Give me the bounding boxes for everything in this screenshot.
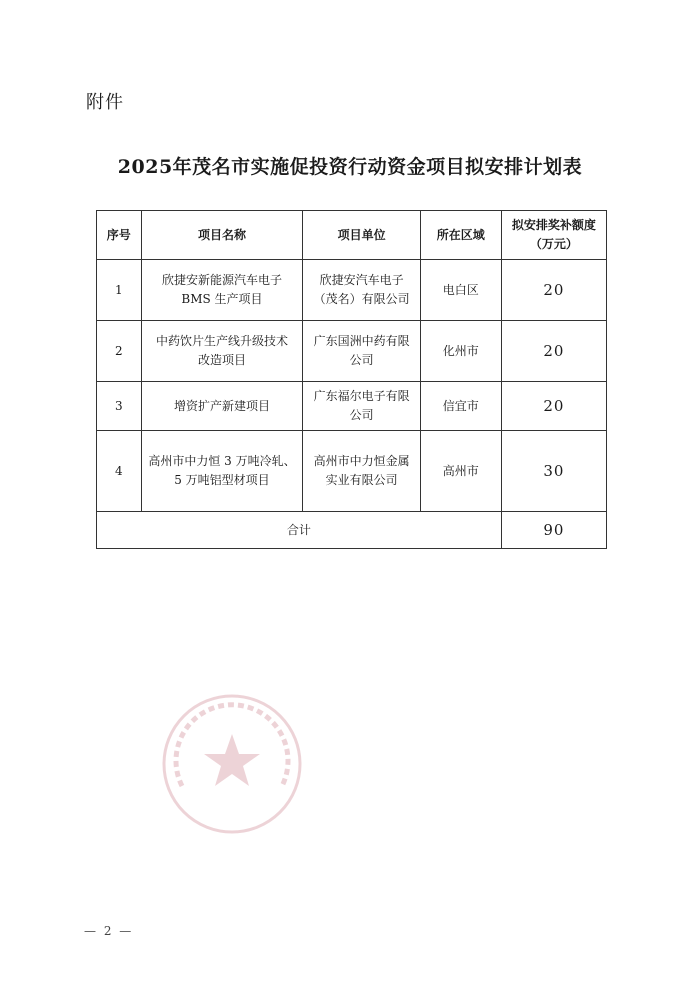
row-amount: 30 bbox=[501, 431, 606, 512]
page-number: — 2 — bbox=[84, 924, 134, 938]
row-district: 化州市 bbox=[420, 321, 501, 382]
table-row bbox=[97, 382, 607, 431]
header-subsidy bbox=[501, 211, 606, 260]
plan-table bbox=[96, 210, 607, 549]
row-district: 高州市 bbox=[420, 431, 501, 512]
table-row bbox=[97, 260, 607, 321]
row-seq: 1 bbox=[97, 260, 142, 321]
row-project-unit-line1: 广东福尔电子有限 bbox=[313, 389, 410, 403]
table-row bbox=[97, 431, 607, 512]
row-project-unit bbox=[303, 260, 420, 321]
row-district: 电白区 bbox=[420, 260, 501, 321]
header-subsidy-line1: 拟安排奖补额度 bbox=[511, 218, 596, 232]
table-header-row bbox=[97, 211, 607, 260]
row-project-name bbox=[141, 260, 303, 321]
header-district: 所在区域 bbox=[420, 211, 501, 260]
header-project-name: 项目名称 bbox=[141, 211, 303, 260]
row-seq: 4 bbox=[97, 431, 142, 512]
seal-star-icon bbox=[204, 734, 260, 786]
row-amount: 20 bbox=[501, 260, 606, 321]
page-title: 2025年茂名市实施促投资行动资金项目拟安排计划表 bbox=[117, 156, 583, 178]
row-project-unit bbox=[303, 321, 420, 382]
total-amount: 90 bbox=[501, 512, 606, 549]
row-project-unit-line2: 公司 bbox=[349, 408, 374, 422]
header-subsidy-line2: （万元） bbox=[529, 237, 578, 251]
row-project-unit-line1: 欣捷安汽车电子 bbox=[319, 273, 404, 287]
table-row bbox=[97, 321, 607, 382]
row-amount: 20 bbox=[501, 321, 606, 382]
attachment-label: 附件 bbox=[86, 92, 124, 113]
row-project-unit bbox=[303, 431, 420, 512]
total-label: 合计 bbox=[97, 512, 502, 549]
header-project-unit: 项目单位 bbox=[303, 211, 420, 260]
row-district: 信宜市 bbox=[420, 382, 501, 431]
row-project-unit-line2: 公司 bbox=[349, 353, 374, 367]
row-project-name-line2: BMS 生产项目 bbox=[181, 292, 263, 306]
row-seq: 3 bbox=[97, 382, 142, 431]
row-project-name-line1: 高州市中力恒 3 万吨冷轧、 bbox=[148, 454, 296, 468]
row-project-name bbox=[141, 431, 303, 512]
row-project-name-line2: 改造项目 bbox=[197, 353, 246, 367]
row-project-unit-line2: （茂名）有限公司 bbox=[313, 292, 410, 306]
row-project-name-line1: 增资扩产新建项目 bbox=[173, 398, 270, 413]
row-project-unit-line2: 实业有限公司 bbox=[325, 473, 398, 487]
row-project-name-line1: 中药饮片生产线升级技术 bbox=[155, 334, 288, 348]
row-project-unit bbox=[303, 382, 420, 431]
row-project-unit-line1: 高州市中力恒金属 bbox=[313, 454, 410, 468]
official-seal-stamp bbox=[158, 690, 306, 838]
row-project-name-line1: 欣捷安新能源汽车电子 bbox=[161, 273, 282, 287]
row-project-name bbox=[141, 382, 303, 431]
table-total-row bbox=[97, 512, 607, 549]
row-project-unit-line1: 广东国洲中药有限 bbox=[313, 334, 410, 348]
row-project-name bbox=[141, 321, 303, 382]
row-amount: 20 bbox=[501, 382, 606, 431]
header-seq: 序号 bbox=[97, 211, 142, 260]
row-project-name-line2: 5 万吨铝型材项目 bbox=[174, 473, 270, 487]
row-seq: 2 bbox=[97, 321, 142, 382]
